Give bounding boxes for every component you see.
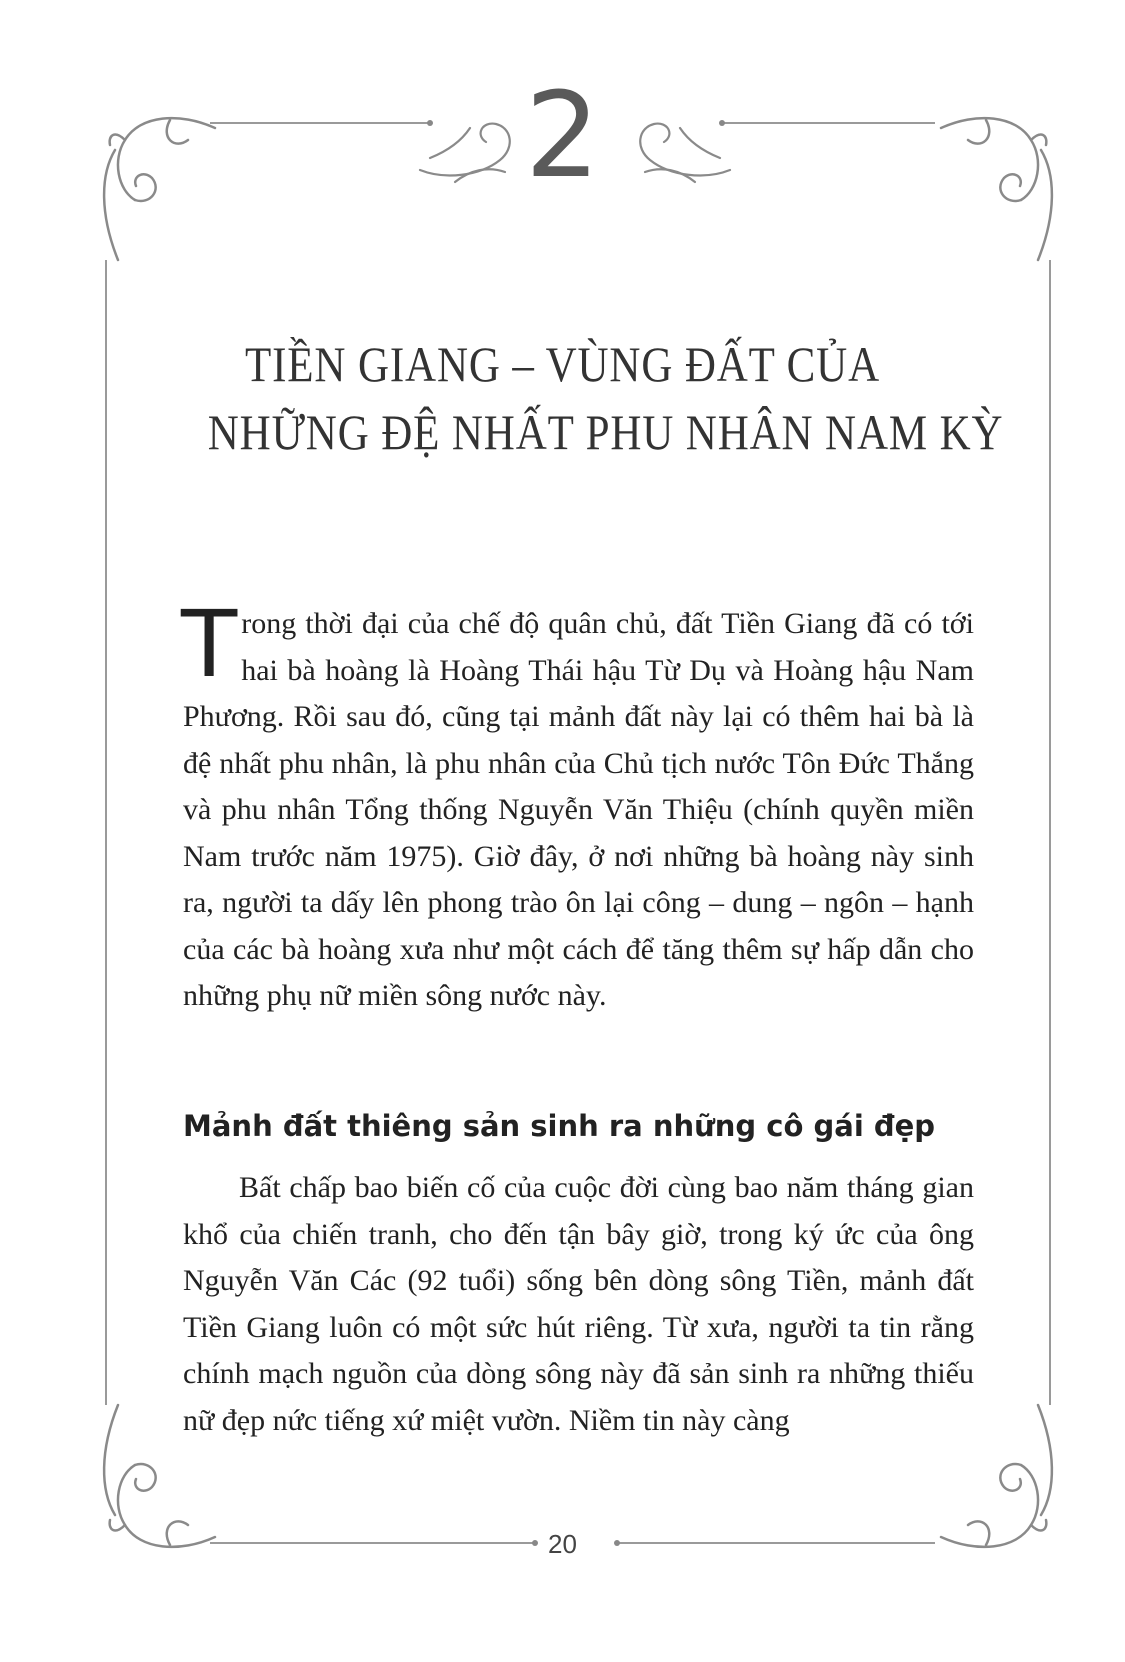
chapter-number: 2 bbox=[524, 66, 601, 204]
intro-paragraph bbox=[181, 591, 974, 1020]
chapter-title-line-2: NHỮNG ĐỆ NHẤT PHU NHÂN NAM KỲ bbox=[207, 404, 1004, 460]
page-number: 20 bbox=[548, 1529, 577, 1559]
chapter-title-line-1: TIỀN GIANG – VÙNG ĐẤT CỦA bbox=[244, 336, 881, 392]
section-paragraph: Bất chấp bao biến cố của cuộc đời cùng bao năm tháng gian khổ của chiến tranh, cho đến tận bây giờ, trong ký ức của ông Nguyễn Văn Các (92 tuổi) sống bên dòng sông Tiền, mảnh đất Tiền Giang luôn có một sức hút riêng. Từ xưa, người ta tin rằng chính mạch nguồn của dòng sông này đã sản sinh ra những thiếu nữ đẹp nức tiếng xứ miệt vườn. Niềm tin này càng bbox=[183, 1171, 974, 1437]
section-heading: Mảnh đất thiêng sản sinh ra những cô gái đẹp bbox=[183, 1109, 936, 1143]
chapter-title bbox=[207, 330, 1004, 466]
drop-cap: T bbox=[181, 591, 238, 698]
intro-text: rong thời đại của chế độ quân chủ, đất Tiền Giang đã có tới hai bà hoàng là Hoàng Thái hậu Từ Dụ và Hoàng hậu Nam Phương. Rồi sau đó, cũng tại mảnh đất này lại có thêm hai bà là đệ nhất phu nhân, là phu nhân của Chủ tịch nước Tôn Đức Thắng và phu nhân Tổng thống Nguyễn Văn Thiệu (chính quyền miền Nam trước năm 1975). Giờ đây, ở nơi những bà hoàng này sinh ra, người ta dấy lên phong trào ôn lại công – dung – ngôn – hạnh của các bà hoàng xưa như một cách để tăng thêm sự hấp dẫn cho những phụ nữ miền sông nước này. bbox=[183, 607, 974, 1012]
